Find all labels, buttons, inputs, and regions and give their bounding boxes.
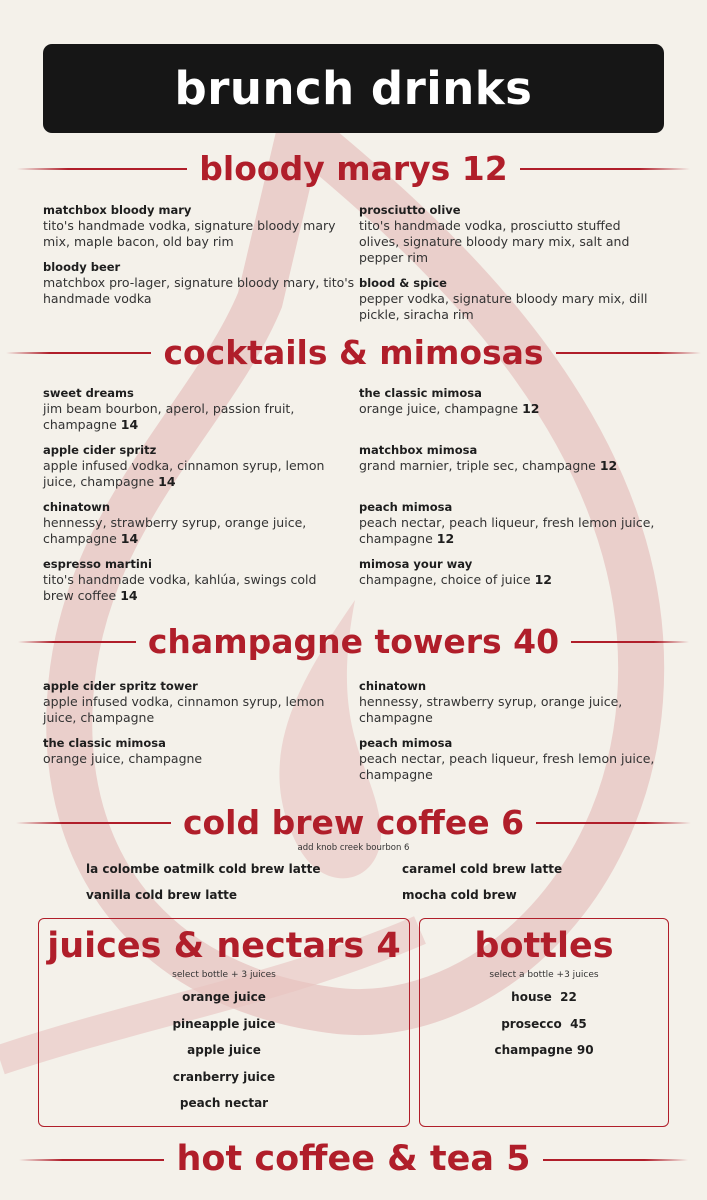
item-description: jim beam bourbon, aperol, passion fruit, champagne 14 [43, 401, 295, 432]
menu-item [43, 735, 343, 767]
section-title-bottles: bottles [474, 926, 614, 966]
item-price: 12 [522, 401, 540, 416]
towers-left-column [43, 678, 343, 776]
section-title-cold-brew: cold brew coffee 6 [182, 803, 525, 842]
menu-item [43, 442, 343, 490]
menu-item [43, 259, 363, 307]
juices-note: select bottle + 3 juices [172, 970, 276, 980]
cocktails-left-column [43, 385, 343, 613]
bottles-note: select a bottle +3 juices [489, 970, 599, 980]
item-name: prosciutto olive [359, 203, 461, 217]
section-title-champagne-towers: champagne towers 40 [147, 622, 560, 661]
juice-item: apple juice [187, 1043, 261, 1057]
cold-brew-item: vanilla cold brew latte [86, 888, 238, 902]
cold-brew-item: caramel cold brew latte [402, 862, 563, 876]
item-price: 12 [534, 572, 553, 587]
section-cocktails [0, 333, 707, 372]
item-name: bloody beer [43, 260, 121, 274]
bottle-item: prosecco 45 [501, 1016, 587, 1031]
item-description: orange juice, champagne 12 [359, 401, 540, 416]
item-description: apple infused vodka, cinnamon syrup, lemon juice, champagne 14 [43, 458, 325, 489]
cold-brew-item: la colombe oatmilk cold brew latte [86, 862, 321, 876]
menu-item [43, 385, 343, 433]
item-price: 12 [436, 531, 455, 546]
menu-item [359, 442, 669, 474]
cocktails-right-column [359, 385, 669, 597]
menu-item [359, 499, 669, 547]
item-name: blood & spice [359, 276, 447, 290]
bloody-marys-left-column [43, 202, 363, 316]
item-price: 14 [120, 588, 138, 603]
menu-item [359, 385, 669, 417]
section-cold-brew [0, 803, 707, 842]
item-description: champagne, choice of juice 12 [359, 572, 553, 587]
juice-item: peach nectar [179, 1096, 269, 1110]
divider-rule [19, 1159, 164, 1161]
menu-item [359, 735, 669, 783]
item-description: peach nectar, peach liqueur, fresh lemon juice, champagne 12 [359, 515, 655, 546]
item-price: 14 [158, 474, 176, 489]
item-name: apple cider spritz [43, 443, 157, 457]
section-hot-coffee [0, 1139, 707, 1179]
cold-brew-note: add knob creek bourbon 6 [297, 843, 410, 853]
item-description: tito's handmade vodka, kahlúa, swings cold brew coffee 14 [43, 572, 317, 603]
juice-item: cranberry juice [172, 1069, 276, 1084]
bottle-item: champagne 90 [494, 1043, 594, 1057]
item-name: matchbox bloody mary [43, 203, 192, 217]
juice-item: pineapple juice [172, 1016, 276, 1031]
divider-rule [520, 168, 690, 170]
item-name: sweet dreams [43, 386, 134, 400]
section-champagne-towers [0, 622, 707, 661]
item-description: tito's handmade vodka, prosciutto stuffed olives, signature bloody mary mix, salt and pepper rim [359, 218, 630, 265]
towers-right-column [359, 678, 669, 792]
item-description: tito's handmade vodka, signature bloody mary mix, maple bacon, old bay rim [43, 218, 336, 249]
menu-item [359, 678, 669, 726]
divider-rule [16, 822, 171, 824]
juices-box [38, 918, 410, 1127]
divider-rule [6, 352, 151, 354]
item-price: 12 [599, 458, 618, 473]
menu-item [43, 499, 343, 547]
menu-item [359, 202, 659, 266]
section-title-bloody-marys: bloody marys 12 [199, 149, 508, 188]
bottles-box [419, 918, 669, 1127]
item-name: peach mimosa [359, 736, 453, 750]
menu-item [359, 556, 669, 588]
item-description: matchbox pro-lager, signature bloody mary, tito's handmade vodka [43, 275, 355, 306]
item-description: orange juice, champagne [43, 751, 203, 766]
divider-rule [556, 352, 701, 354]
juice-item: orange juice [182, 990, 266, 1004]
cold-brew-item: mocha cold brew [402, 888, 517, 902]
item-name: the classic mimosa [43, 736, 166, 750]
item-description: grand marnier, triple sec, champagne 12 [359, 458, 618, 473]
divider-rule [543, 1159, 688, 1161]
item-name: apple cider spritz tower [43, 679, 198, 693]
item-price: 14 [120, 531, 139, 546]
item-name: espresso martini [43, 557, 152, 571]
item-name: mimosa your way [359, 557, 473, 571]
item-name: peach mimosa [359, 500, 453, 514]
divider-rule [18, 641, 136, 643]
section-bloody-marys [0, 149, 707, 188]
item-description: pepper vodka, signature bloody mary mix, dill pickle, siracha rim [359, 291, 648, 322]
section-title-cocktails: cocktails & mimosas [163, 333, 544, 372]
divider-rule [17, 168, 187, 170]
item-description: hennessy, strawberry syrup, orange juice, champagne [359, 694, 623, 725]
page-title: brunch drinks [174, 62, 533, 115]
item-description: peach nectar, peach liqueur, fresh lemon juice, champagne [359, 751, 655, 782]
item-price: 14 [120, 417, 139, 432]
divider-rule [536, 822, 691, 824]
item-name: matchbox mimosa [359, 443, 478, 457]
item-name: the classic mimosa [359, 386, 482, 400]
section-title-juices: juices & nectars 4 [47, 926, 401, 966]
divider-rule [571, 641, 689, 643]
bloody-marys-right-column [359, 202, 659, 332]
item-description: hennessy, strawberry syrup, orange juice, champagne 14 [43, 515, 307, 546]
menu-item [43, 556, 343, 604]
section-title-hot-coffee: hot coffee & tea 5 [176, 1139, 531, 1179]
bottle-item: house 22 [511, 990, 577, 1004]
menu-item [359, 275, 659, 323]
item-name: chinatown [359, 679, 427, 693]
header-banner [43, 44, 664, 133]
menu-item [43, 678, 343, 726]
item-name: chinatown [43, 500, 111, 514]
menu-item [43, 202, 363, 250]
item-description: apple infused vodka, cinnamon syrup, lemon juice, champagne [43, 694, 325, 725]
